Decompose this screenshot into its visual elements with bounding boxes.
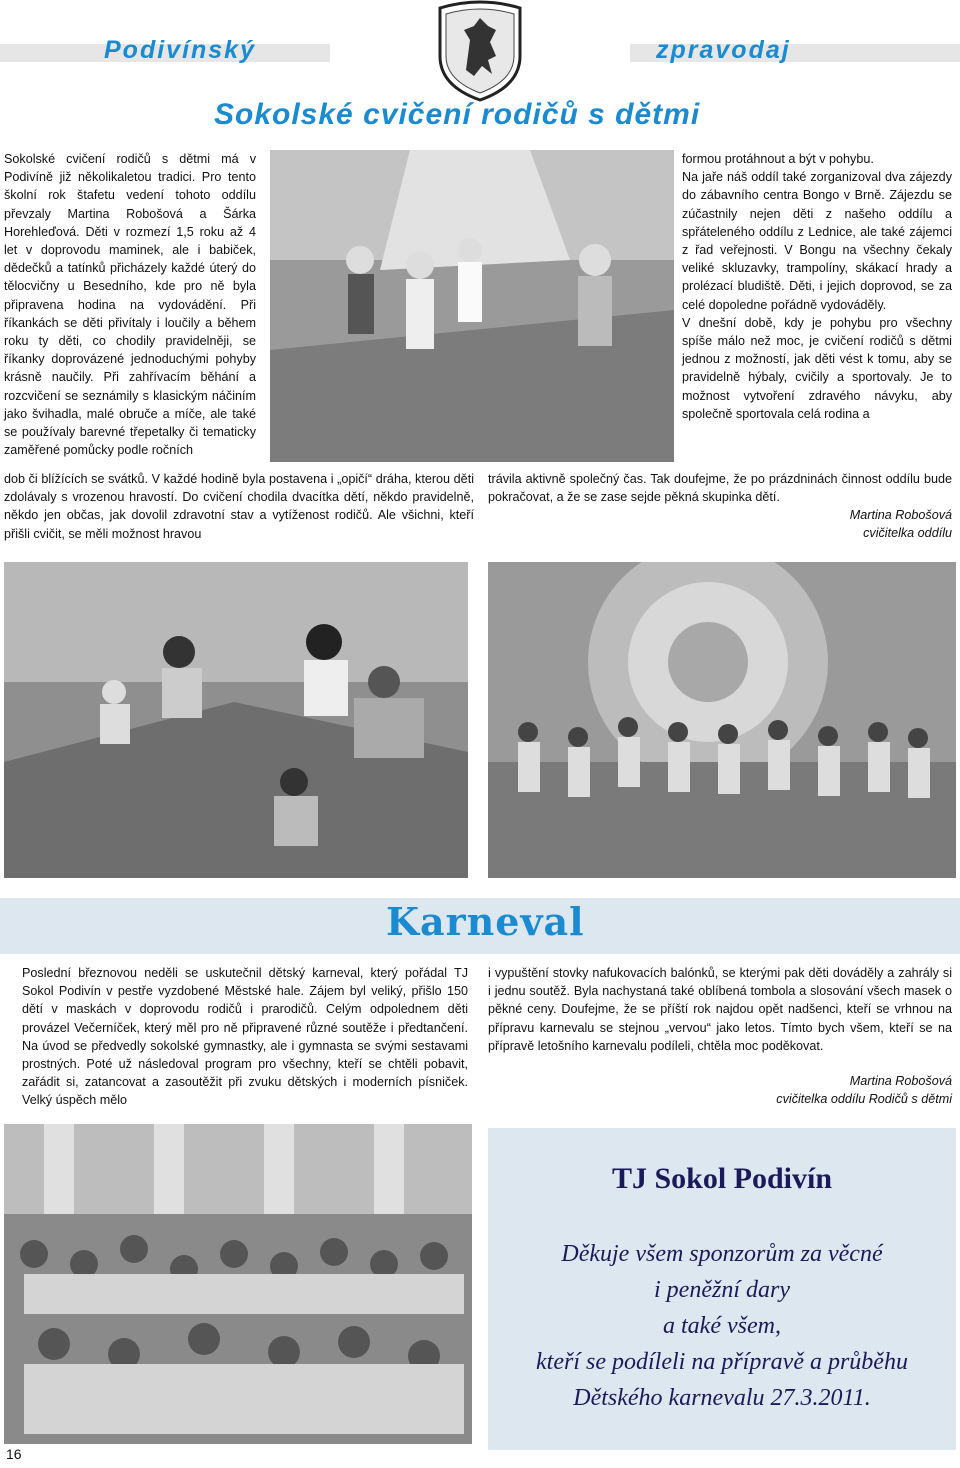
photo-carnival-crowd	[4, 1124, 472, 1444]
section-title-karneval: Karneval	[386, 899, 585, 944]
sponsor-title: TJ Sokol Podivín	[611, 1162, 833, 1195]
article-column-right: formou protáhnout a být v pohybu. Na jaře náš oddíl také zorganizoval dva zájezdy do zábavního centra Bongo v Brně. Zájezdu se zúčastnily nejen děti z našeho oddílu a spřáteleného oddílu z Lednice, ale také zájemci z řad veřejnosti. V Bongu na všechny čekaly veliké skluzavky, trampolíny, skákací hrady a prolézací bludiště. Děti, i jejich doprovod, se za celé dopoledne pořádně vydováděly. V dnešní době, kdy je pohybu pro všechny spíše málo než moc, je cvičení rodičů s dětmi jednou z možností, jak děti vést k tomu, aby se pravidelně hýbaly, cvičily a sportovaly. Je to možnost vytvoření zdravého návyku, aby společně sportovala celá rodina a	[682, 152, 952, 421]
town-crest-emblem	[426, 0, 534, 104]
article-column-left-wide: dob či blížících se svátků. V každé hodině byla postavena i „opičí“ dráha, kterou děti zdolávaly s vrozenou hravostí. Do cvičení chodila dvacítka dětí, někdo pravidelně, někdo jen občas, jak dovolil zdravotní stav a vytíženost rodičů. Ale všichni, kteří přišli cvičit, se měli možnost hravou	[4, 472, 474, 541]
karneval-column-right: i vypuštění stovky nafukovacích balónků, se kterými pak děti dováděly a zahrály si i jednu soutěž. Byla nachystaná také oblíbená tombola a slosování všech masek o pěkné ceny. Doufejme, že se příští rok najdou opět nadšenci, kteří se vrhnou na přípravu karnevalu se stejnou „vervou“ jako letos. Tímto bych všem, kteří se na přípravě letošního karnevalu podíleli, chtěla moc poděkovat.	[488, 966, 952, 1053]
article-author: Martina Robošová	[849, 508, 952, 522]
karneval-author-role: cvičitelka oddílu Rodičů s dětmi	[776, 1092, 952, 1106]
sponsor-line: kteří se podíleli na přípravě a průběhu	[536, 1349, 908, 1375]
sponsor-line: i peněžní dary	[654, 1277, 790, 1303]
page-number: 16	[6, 1446, 22, 1462]
article-column-left: Sokolské cvičení rodičů s dětmi má v Podivíně již několikaletou tradici. Pro tento školní rok štafetu vedení tohoto oddílu převzaly Martina Robošová a Šárka Horehleďová. Děti v rozmezí 1,5 roku až 4 let v doprovodu maminek, ale i babiček, dědečků a tatínků přicházely každé úterý do tělocvičny u Besedního, kde pro ně byla připravena hodina na vydovádění. Při říkankách se děti přivítaly i loučily a během roku ty děti, co chodily pravidelněji, se říkanky doprovázené jednoduchými pohyby krásně naučily. Při zahřívacím běhání a rozcvičení se seznámily s klasickým náčiním jako švihadla, malé obruče a míče, ale také se používaly barevné třepetalky či tematicky zaměřené pomůcky podle ročních	[4, 152, 256, 458]
photo-group-children-decoration	[488, 562, 956, 878]
sponsor-line: Dětského karnevalu 27.3.2011.	[573, 1385, 871, 1411]
masthead-title-right: zpravodaj	[656, 36, 791, 64]
masthead-title-left: Podivínský	[104, 36, 256, 64]
article-title: Sokolské cvičení rodičů s dětmi	[214, 98, 701, 131]
karneval-column-left: Poslední březnovou neděli se uskutečnil dětský karneval, který pořádal TJ Sokol Podivín v pestře vyzdobené Městské hale. Zájem byl veliký, přišlo 150 dětí v maskách v doprovodu rodičů i prarodičů. Celým odpolednem děti provázel Večerníček, který měl pro ně připravené různé soutěže i předtančení. Na úvod se předvedly sokolské gymnastky, ale i gymnasta se svými sestavami prostných. Poté už následoval program pro všechny, kteří se chtěli pobavit, zařádit si, zatancovat a zasoutěžit při zvuku dětských i moderních písniček. Velký úspěch mělo	[22, 966, 468, 1108]
photo-parents-ball-game	[4, 562, 468, 878]
article-author-role: cvičitelka oddílu	[863, 526, 952, 540]
sponsor-line: Děkuje všem sponzorům za věcné	[561, 1241, 883, 1267]
karneval-author: Martina Robošová	[849, 1074, 952, 1088]
photo-children-gym	[270, 150, 674, 462]
article-column-right-wide: trávila aktivně společný čas. Tak doufejme, že po prázdninách činnost oddílu bude pokračovat, a že se zase sejde pěkná skupinka dětí.	[488, 472, 952, 505]
sponsor-text	[488, 1236, 956, 1416]
sponsor-line: a také všem,	[663, 1313, 781, 1339]
